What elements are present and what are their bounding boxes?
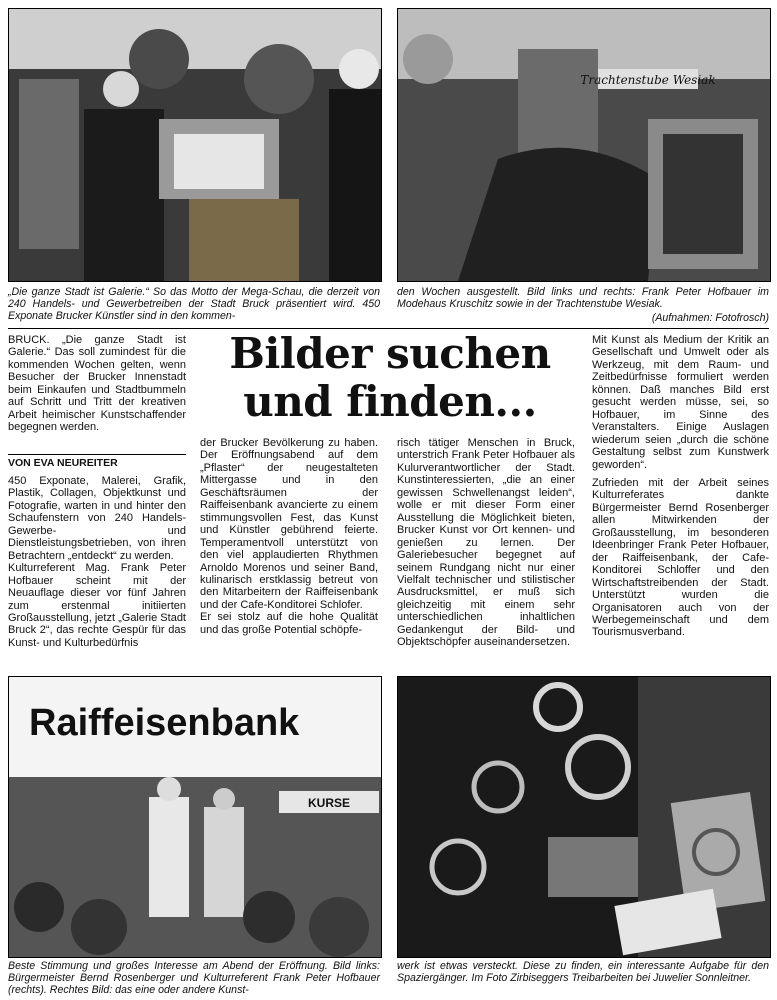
article-paragraph: Kulturreferent Mag. Frank Peter Hofbauer scheint mit der Neuauflage dieser vor fünf Jahren zum erstenmal initiierten Großausstellung, jetzt „Galerie Stadt Bruck 2“, das rechte Gespür für das Kunst- und Kulturbedürfnis xyxy=(8,562,186,649)
photo-mannequins xyxy=(8,8,382,282)
caption-top-right: den Wochen ausgestellt. Bild links und rechts: Frank Peter Hofbauer im Modehaus Kruschitz sowie in der Trachtenstube Wesiak. xyxy=(397,286,769,311)
kurse-sign: KURSE xyxy=(307,796,351,810)
article-paragraph: Er sei stolz auf die hohe Qualität und das große Potential schöpfe- xyxy=(200,611,378,636)
trachten-sign: Trachtenstube Wesiak xyxy=(580,73,716,87)
article-paragraph: Mit Kunst als Medium der Kritik an Gesellschaft und Umwelt oder als Werkzeug, mit dem Raum- und Zeitbedürfnisse formuliert werden können. Daß manches Bild erst gesucht werden müsse, sei, so Hofbauer, im Sinne des Veranstalters. Einige Auslagen wiederum seien „durch die schöne Gestaltung selbst zum Kunstwerk geworden“. xyxy=(592,334,769,471)
caption-top-left: „Die ganze Stadt ist Galerie.“ So das Motto der Mega-Schau, die derzeit von 240 Handels- und Gewerbetreiben der Stadt Bruck präsentiert wird. 450 Exponate Brucker Künstler sind in den kommen- xyxy=(8,286,380,323)
article-paragraph: 450 Exponate, Malerei, Grafik, Plastik, Collagen, Objektkunst und Fotografie, warten in und hinter den Schaufenstern von 240 Handels- Gewerbe- und Dienstleistungsbetrieben, von ihren Betrachtern „entdeckt“ zu werden. xyxy=(8,475,186,562)
raiffeisen-sign: Raiffeisenbank xyxy=(29,702,300,744)
photo-credit: (Aufnahmen: Fotofrosch) xyxy=(651,312,769,324)
photo-raiffeisenbank-event xyxy=(8,676,382,958)
article-column-1 xyxy=(8,334,186,434)
article-column-2 xyxy=(200,437,378,636)
article-paragraph: Zufrieden mit der Arbeit seines Kulturreferates dankte Bürgermeister Bernd Rosenberger allen Mitwirkenden der Großausstellung, im besonderen Ideenbringer Frank Peter Hofbauer, der Raiffeisenbank, der Cafe-Konditorei Schloffer und den Wirtschaftstreibenden der Stadt. Unterstützt wurden die Organisatoren auch von der Werbegemeinschaft und dem Tourismusverband. xyxy=(592,476,769,639)
caption-bottom-right: werk ist etwas versteckt. Diese zu finden, ein interessante Aufgabe für den Spaziergänger. Im Foto Zirbiseggers Treibarbeiten bei Juwelier Sonnleitner. xyxy=(397,960,769,985)
photo-trachtenstube xyxy=(397,8,771,282)
headline: Bilder suchen und finden... xyxy=(229,329,551,426)
article-paragraph: risch tätiger Menschen in Bruck, unterstrich Frank Peter Hofbauer als Kulurverantwortlicher der Stadt. Kunstinteressierten, „die an einer gewissen Schwellenangst leiden“, wolle er mit dieser Form einer Ausstellung die Möglichkeit bieten, Brucker Kunst vor Ort kennen- und genießen zu lernen. Der Galeriebesucher begegnet auf seinem Rundgang nicht nur einer Vielfalt technischer und stilistischer Ausdrucksmittel, er muß sich gleichzeitig mit einem sehr unterschiedlichen inhaltlichen Gedankengut der Bild- und Objektschöpfer auseinandersetzen. xyxy=(397,437,575,649)
article-intro: BRUCK. „Die ganze Stadt ist Galerie.“ Das soll zumindest für die kommenden Wochen gelten, wenn Besucher der Brucker Innenstadt beim Einkaufen und Stadtbummeln auf Schritt und Tritt der kreativen Arbeit heimischer Kunstschaffender begegnen werden. xyxy=(8,334,186,434)
byline: VON EVA NEUREITER xyxy=(8,454,186,469)
article-column-3 xyxy=(397,437,575,649)
photo-jewelry xyxy=(397,676,771,958)
article-paragraph: der Brucker Bevölkerung zu haben. Der Eröffnungsabend auf dem „Pflaster“ der neugestalteten Mittergasse und in den Geschäftsräumen der Raiffeisenbank avancierte zu einem stimmungsvollen Fest, das Kunst und Künstler gebührend feierte. Temperamentvoll unterstützt von den viel applaudierten Rhythmen Arnoldo Morenos und seiner Band, kulinarisch erstklassig betreut von den Mitarbeitern der Raiffeisenbank und der Cafe-Konditorei Schlofer. xyxy=(200,437,378,611)
article-column-4 xyxy=(592,334,769,639)
caption-bottom-left: Beste Stimmung und großes Interesse am Abend der Eröffnung. Bild links: Bürgermeister Bernd Rosenberger und Kulturreferent Frank Peter Hofbauer (rechts). Rechtes Bild: das eine oder andere Kunst- xyxy=(8,960,380,997)
article-column-1b xyxy=(8,475,186,649)
